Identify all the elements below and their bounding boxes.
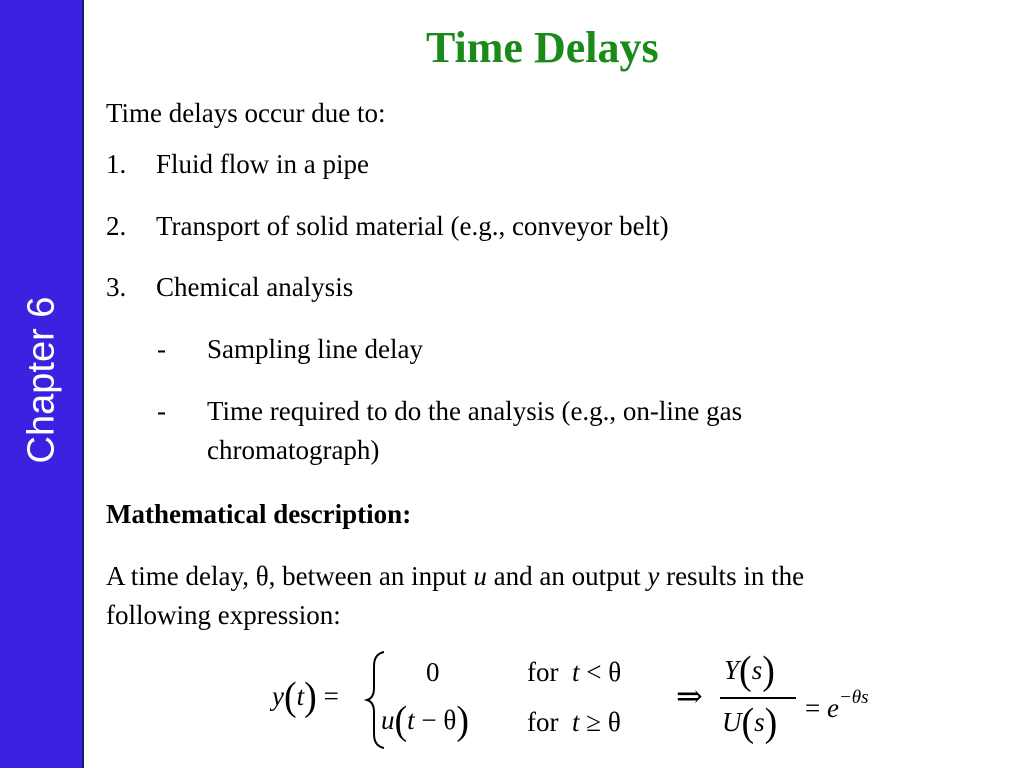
case-2-condition: for t ≥ θ (527, 707, 621, 737)
fraction-bar (720, 697, 796, 699)
intro-text: Time delays occur due to: (106, 98, 386, 128)
description-line-2: following expression: (106, 600, 341, 630)
equation-rhs: = $e^{-\theta s}$ (805, 687, 869, 723)
sub-item-bullet: - (157, 334, 166, 364)
list-item: Fluid flow in a pipe (156, 149, 369, 179)
case-1-value: 0 (426, 657, 440, 687)
list-item-number: 3. (106, 272, 127, 302)
math-heading: Mathematical description: (106, 499, 412, 529)
chapter-sidebar (0, 0, 84, 768)
sub-item: Time required to do the analysis (e.g., on-line gas (207, 396, 743, 426)
chapter-label: Chapter 6 (20, 296, 63, 464)
list-item-number: 1. (106, 149, 127, 179)
implies-arrow-icon: ⇒ (676, 678, 703, 714)
case-1-condition: for t < θ (527, 657, 622, 687)
transfer-numerator: Y(s) (724, 648, 775, 694)
theta-symbol: θ (255, 561, 269, 591)
exponent: −θs (838, 687, 869, 708)
slide-title: Time Delays (426, 23, 659, 72)
sub-item: Sampling line delay (207, 334, 423, 364)
sub-item-continuation: chromatograph) (207, 435, 380, 465)
list-item: Chemical analysis (156, 272, 354, 302)
equation-lhs: y(t) = (272, 674, 339, 720)
description-line-1: A time delay, θ, between an input u and an output y results in the (106, 561, 805, 591)
transfer-denominator: U(s) (722, 700, 778, 746)
case-2-value: u(t − θ) (381, 698, 469, 744)
list-item-number: 2. (106, 211, 127, 241)
list-item: Transport of solid material (e.g., conveyor belt) (156, 211, 669, 241)
sub-item-bullet: - (157, 396, 166, 426)
